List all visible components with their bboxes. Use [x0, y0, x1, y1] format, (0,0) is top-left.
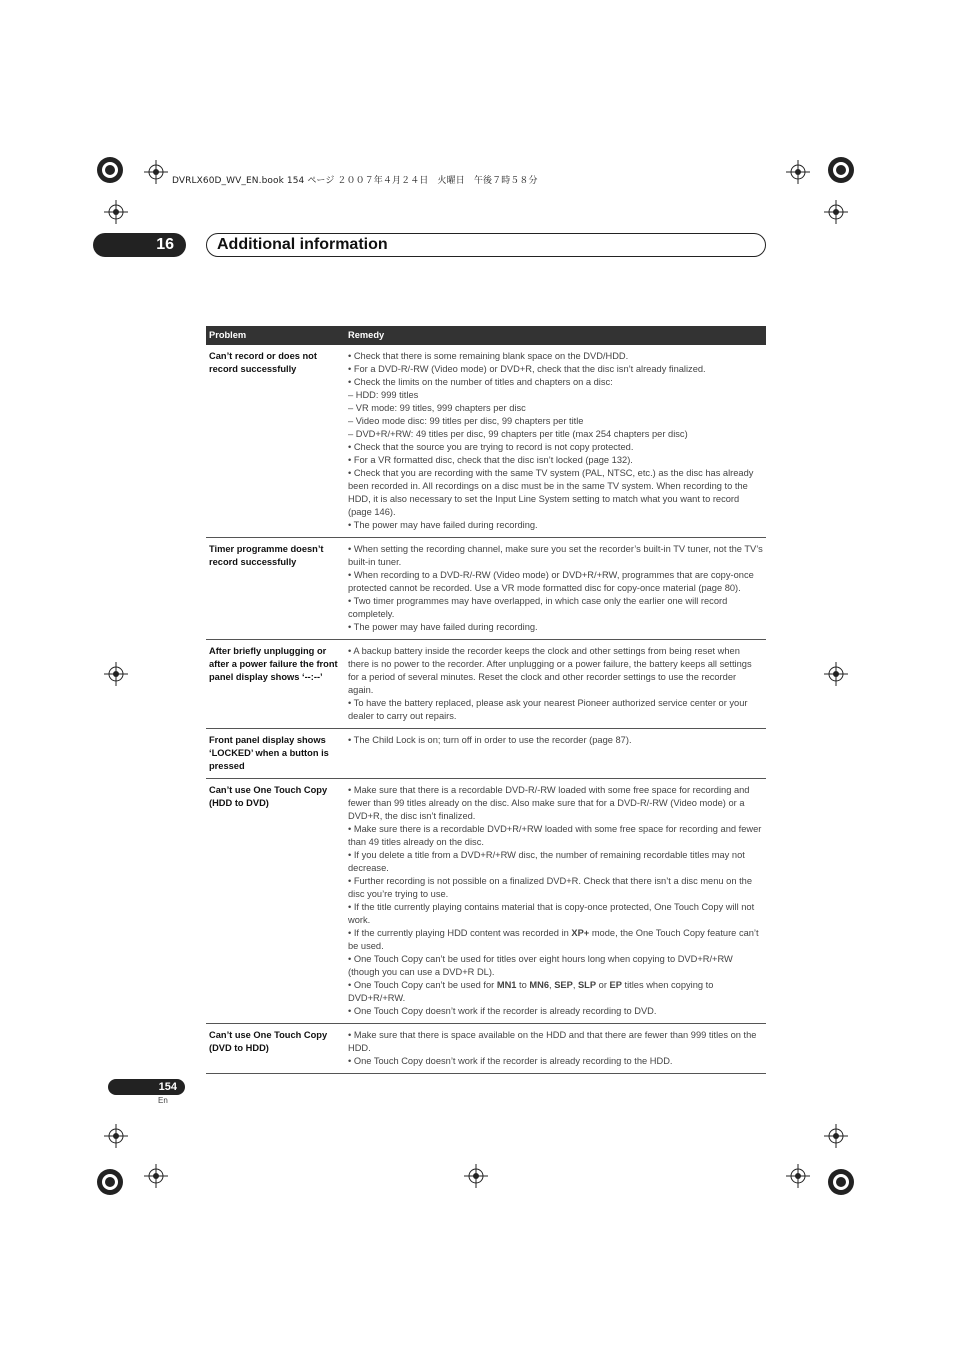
- remedy-item: • The power may have failed during recording.: [348, 520, 538, 530]
- remedy-item: – HDD: 999 titles: [348, 390, 419, 400]
- remedy-item: • The power may have failed during recording.: [348, 622, 538, 632]
- remedy-item: • One Touch Copy can’t be used for MN1 to MN6, SEP, SLP or EP titles when copying to DVD+R/+RW.: [348, 980, 714, 1003]
- page-number-tab: [108, 1079, 185, 1095]
- table-row: [206, 729, 766, 779]
- column-header-remedy: Remedy: [345, 326, 766, 345]
- registration-mark-icon: [826, 150, 856, 190]
- problem-cell: Timer programme doesn’t record successfully: [206, 538, 345, 640]
- print-header: DVRLX60D_WV_EN.book 154 ページ ２００７年４月２４日 火曜日 午後７時５８分: [172, 176, 538, 186]
- language-label: En: [158, 1096, 168, 1105]
- problem-cell: After briefly unplugging or after a power failure the front panel display shows ‘--:--’: [206, 640, 345, 729]
- remedy-item: • Make sure there is a recordable DVD+R/+RW loaded with some free space for recording and fewer than 49 titles already on the disc.: [348, 824, 762, 847]
- remedy-item: • Make sure that there is space available on the HDD and that there are fewer than 999 titles on the HDD.: [348, 1030, 757, 1053]
- crosshair-icon: [104, 662, 128, 686]
- remedy-item: • If you delete a title from a DVD+R/+RW disc, the number of remaining recordable titles may not decrease.: [348, 850, 745, 873]
- remedy-cell: [345, 779, 766, 1024]
- remedy-item: • For a DVD-R/-RW (Video mode) or DVD+R, check that the disc isn’t already finalized.: [348, 364, 706, 374]
- problem-cell: Front panel display shows ‘LOCKED’ when a button is pressed: [206, 729, 345, 779]
- remedy-item: • For a VR formatted disc, check that the disc isn’t locked (page 132).: [348, 455, 633, 465]
- section-title-bar: [206, 233, 766, 257]
- crosshair-icon: [104, 200, 128, 224]
- remedy-item: – VR mode: 99 titles, 999 chapters per disc: [348, 403, 526, 413]
- troubleshooting-table: [206, 326, 766, 1074]
- remedy-item: • If the title currently playing contains material that is copy-once protected, One Touch Copy will not work.: [348, 902, 755, 925]
- remedy-item: • To have the battery replaced, please ask your nearest Pioneer authorized service center or your dealer to carry out repairs.: [348, 698, 748, 721]
- problem-cell: Can’t use One Touch Copy (DVD to HDD): [206, 1024, 345, 1074]
- remedy-cell: [345, 640, 766, 729]
- remedy-item: • Check that there is some remaining blank space on the DVD/HDD.: [348, 351, 629, 361]
- problem-cell: Can’t use One Touch Copy (HDD to DVD): [206, 779, 345, 1024]
- table-body: [206, 345, 766, 1074]
- table-row: [206, 1024, 766, 1074]
- remedy-cell: [345, 729, 766, 779]
- registration-mark-icon: [96, 1162, 126, 1202]
- table-row: [206, 345, 766, 538]
- crosshair-icon: [786, 160, 810, 184]
- page-number: 154: [158, 1081, 177, 1093]
- remedy-item: • One Touch Copy doesn’t work if the recorder is already recording to the HDD.: [348, 1056, 673, 1066]
- crosshair-icon: [786, 1164, 810, 1188]
- table-row: [206, 538, 766, 640]
- remedy-item: • When setting the recording channel, make sure you set the recorder’s built-in TV tuner, not the TV’s built-in tuner.: [348, 544, 763, 567]
- remedy-item: • Make sure that there is a recordable DVD-R/-RW loaded with some free space for recording and fewer than 99 titles already on the disc. Also make sure that for a DVD-R/-RW (Video mode) or a DVD+R, the disc isn’t finalized.: [348, 785, 750, 821]
- crosshair-icon: [104, 1124, 128, 1148]
- crosshair-icon: [824, 662, 848, 686]
- remedy-item: • Two timer programmes may have overlapped, in which case only the earlier one will record completely.: [348, 596, 728, 619]
- remedy-item: • Further recording is not possible on a finalized DVD+R. Check that there isn’t a disc menu on the disc you’re trying to use.: [348, 876, 753, 899]
- chapter-number: 16: [156, 236, 174, 253]
- crosshair-icon: [824, 1124, 848, 1148]
- crosshair-icon: [824, 200, 848, 224]
- remedy-item: • A backup battery inside the recorder keeps the clock and other settings from being reset when there is no power to the recorder. After unplugging or a power failure, the battery keeps all settings for a period of several minutes. Reset the clock and other recorder settings to use the recorder again.: [348, 646, 752, 695]
- remedy-item: • Check that the source you are trying to record is not copy protected.: [348, 442, 634, 452]
- problem-cell: Can’t record or does not record successfully: [206, 345, 345, 538]
- crosshair-icon: [144, 1164, 168, 1188]
- remedy-cell: [345, 345, 766, 538]
- remedy-cell: [345, 1024, 766, 1074]
- table-row: [206, 640, 766, 729]
- remedy-item: – DVD+R/+RW: 49 titles per disc, 99 chapters per title (max 254 chapters per disc): [348, 429, 688, 439]
- crosshair-icon: [464, 1164, 488, 1188]
- remedy-item: • The Child Lock is on; turn off in order to use the recorder (page 87).: [348, 735, 632, 745]
- remedy-item: • When recording to a DVD-R/-RW (Video mode) or DVD+R/+RW, programmes that are copy-once protected cannot be recorded. Use a VR mode formatted disc for copy-once material (page 80).: [348, 570, 754, 593]
- crosshair-icon: [144, 160, 168, 184]
- remedy-cell: [345, 538, 766, 640]
- remedy-item: – Video mode disc: 99 titles per disc, 99 chapters per title: [348, 416, 584, 426]
- remedy-item: • One Touch Copy doesn’t work if the recorder is already recording to DVD.: [348, 1006, 657, 1016]
- remedy-item: • One Touch Copy can’t be used for titles over eight hours long when copying to DVD+R/+RW (though you can use a DVD+R DL).: [348, 954, 733, 977]
- remedy-item: • Check the limits on the number of titles and chapters on a disc:: [348, 377, 613, 387]
- table-header-row: [206, 326, 766, 345]
- registration-mark-icon: [826, 1162, 856, 1202]
- chapter-number-tab: [93, 233, 186, 257]
- remedy-item: • Check that you are recording with the same TV system (PAL, NTSC, etc.) as the disc has already been recorded in. All recordings on a disc must be in the same TV system. When recording to the HDD, it is also necessary to set the Input Line System setting to match what you want to record (page 146).: [348, 468, 754, 517]
- table-row: [206, 779, 766, 1024]
- column-header-problem: Problem: [206, 326, 345, 345]
- section-title: Additional information: [217, 236, 388, 253]
- remedy-item: • If the currently playing HDD content was recorded in XP+ mode, the One Touch Copy feature can’t be used.: [348, 928, 759, 951]
- registration-mark-icon: [96, 150, 126, 190]
